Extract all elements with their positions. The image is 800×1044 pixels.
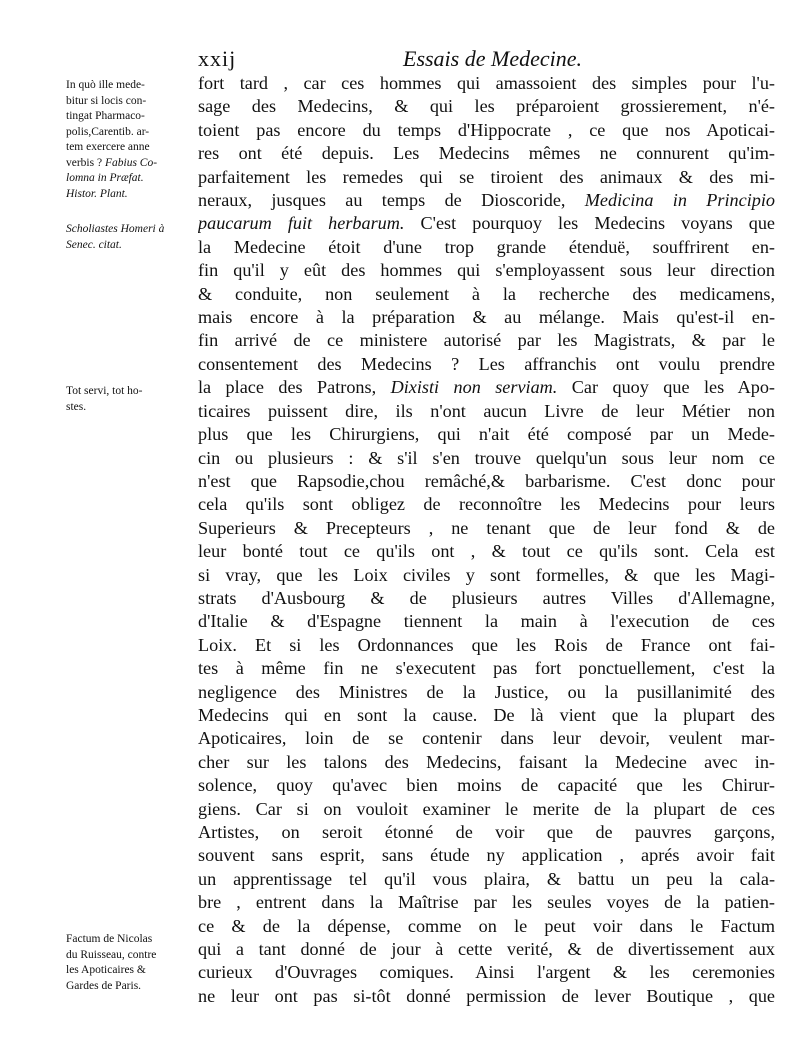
margin-note-line: Tot servi, tot ho- bbox=[66, 385, 143, 397]
margin-note-line: polis,Carentib. ar- bbox=[66, 125, 150, 138]
margin-note-line: bitur si locis con- bbox=[66, 94, 147, 107]
body-line: souvent sans esprit, sans étude ny application , aprés avoir fait bbox=[198, 845, 775, 866]
body-line: fort tard , car ces hommes qui amassoient des simples pour l'u- bbox=[198, 73, 775, 93]
body-line: cela qu'ils sont obligez de reconnoître les Medecins pour leurs bbox=[198, 494, 775, 515]
margin-note-line: tingat Pharmaco- bbox=[66, 110, 145, 122]
body-line: negligence des Ministres de la Justice, ou la pusillanimité des bbox=[198, 681, 775, 702]
body-line: si vray, que les Loix civiles y sont formelles, & que les Magi- bbox=[198, 564, 775, 585]
margin-note-line: stes. bbox=[66, 400, 87, 413]
body-line: qui a tant donné de jour à cette verité, & de divertissement aux bbox=[198, 939, 775, 960]
body-line: consentement des Medecins ? Les affranchis ont voulu prendre bbox=[198, 353, 775, 374]
body-line: plus que les Chirurgiens, qui n'ait été composé par un Mede- bbox=[198, 424, 775, 445]
margin-note-line: Senec. citat. bbox=[66, 238, 122, 251]
body-line: fin qu'il y eût des hommes qui s'employassent sous leur direction bbox=[198, 260, 775, 281]
body-line: d'Italie & d'Espagne tiennent la main à l'execution de ces bbox=[198, 611, 775, 632]
margin-note-line: tem exercere anne bbox=[66, 141, 150, 153]
body-line: la Medecine étoit d'une trop grande étenduë, souffrirent en- bbox=[198, 236, 775, 257]
margin-note-line: lomna in Præfat. bbox=[66, 172, 144, 184]
body-line: res ont été depuis. Les Medecins mêmes ne connurent qu'im- bbox=[198, 143, 775, 164]
body-line: tes à même fin ne s'executent pas fort ponctuellement, c'est la bbox=[198, 658, 775, 679]
body-line: Loix. Et si les Ordonnances que les Rois de France ont fai- bbox=[198, 634, 775, 655]
body-line: & conduite, non seulement à la recherche des medicamens, bbox=[198, 283, 775, 304]
margin-note-line: Histor. Plant. bbox=[66, 187, 128, 200]
body-line: n'est que Rapsodie,chou remâché,& barbarisme. C'est donc pour bbox=[198, 470, 775, 491]
body-line: cher sur les talons des Medecins, faisant la Medecine avec in- bbox=[198, 751, 775, 772]
body-line: cin ou plusieurs : & s'il s'en trouve quelqu'un sous leur nom ce bbox=[198, 447, 775, 468]
page-number: xxij bbox=[198, 46, 237, 71]
body-line: parfaitement les remedes qui se tiroient des animaux & des mi- bbox=[198, 166, 775, 187]
margin-note-line: In quò ille mede- bbox=[66, 79, 145, 91]
body-line: Apoticaires, loin de se contenir dans leur devoir, veulent mar- bbox=[198, 728, 775, 749]
body-line: bre , entrent dans la Maîtrise par les seules voyes de la patien- bbox=[198, 892, 775, 913]
body-line: toient pas encore du temps d'Hippocrate , ce que nos Apoticai- bbox=[198, 119, 775, 140]
body-line: neraux, jusques au temps de Dioscoride, Medicina in Principio bbox=[198, 190, 775, 211]
margin-note-line: verbis ? Fabius Co- bbox=[66, 156, 158, 169]
body-line: Medecins qui en sont la cause. De là vient que la plupart des bbox=[198, 704, 775, 725]
margin-note-line: Gardes de Paris. bbox=[66, 979, 142, 992]
margin-note-line: du Ruisseau, contre bbox=[66, 948, 157, 961]
margin-note-line: Scholiastes Homeri à bbox=[66, 223, 165, 235]
body-text bbox=[198, 72, 775, 1008]
body-line: ne leur ont pas si-tôt donné permission de lever Boutique , que bbox=[198, 985, 775, 1006]
body-line: fin arrivé de ce ministere autorisé par les Magistrats, & par le bbox=[198, 330, 775, 351]
body-line: Superieurs & Precepteurs , ne tenant que de leur fond & de bbox=[198, 517, 775, 538]
body-line: Artistes, on seroit étonné de voir que de pauvres garçons, bbox=[198, 822, 775, 842]
body-line: ticaires puissent dire, ils n'ont aucun Livre de leur Métier non bbox=[198, 400, 775, 421]
margin-note-2 bbox=[66, 222, 192, 253]
body-line: la place des Patrons, Dixisti non serviam. Car quoy que les Apo- bbox=[198, 377, 775, 398]
margin-note-line: Factum de Nicolas bbox=[66, 933, 153, 945]
body-line: sage des Medecins, & qui les préparoient grossierement, n'é- bbox=[198, 96, 775, 117]
body-line: curieux d'Ouvrages comiques. Ainsi l'argent & les ceremonies bbox=[198, 962, 775, 983]
margin-note-line: les Apoticaires & bbox=[66, 964, 146, 976]
body-line: un apprentissage tel qu'il vous plaira, & battu un peu la cala- bbox=[198, 868, 775, 889]
body-line: mais encore à la préparation & au mélange. Mais qu'est-il en- bbox=[198, 307, 775, 328]
body-line: ce & de la dépense, comme on le peut voir dans le Factum bbox=[198, 915, 775, 936]
body-line: strats d'Ausbourg & de plusieurs autres Villes d'Allemagne, bbox=[198, 587, 775, 608]
running-head: Essais de Medecine. bbox=[403, 46, 582, 71]
body-line: solence, quoy qu'avec bien moins de capacité que les Chirur- bbox=[198, 775, 775, 796]
margin-note-4 bbox=[66, 932, 192, 994]
body-line: giens. Car si on vouloit examiner le merite de la plupart de ces bbox=[198, 798, 775, 819]
body-line: leur bonté tout ce qu'ils ont , & tout ce qu'ils sont. Cela est bbox=[198, 541, 775, 562]
body-line: paucarum fuit herbarum. C'est pourquoy les Medecins voyans que bbox=[198, 213, 775, 234]
margin-note-3 bbox=[66, 384, 192, 415]
margin-note-1 bbox=[66, 78, 192, 202]
